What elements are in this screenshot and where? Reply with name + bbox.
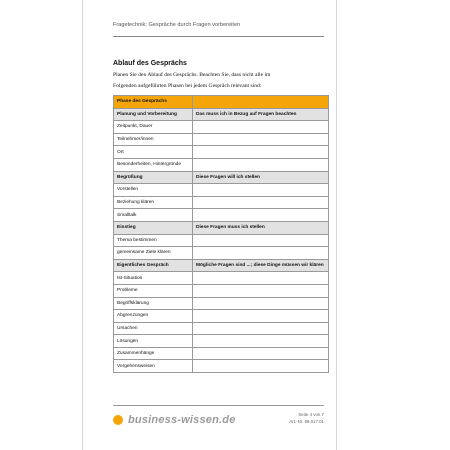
notes-cell[interactable] — [193, 234, 329, 247]
notes-cell[interactable] — [193, 133, 329, 146]
notes-cell[interactable] — [193, 196, 329, 209]
table-row — [114, 335, 329, 348]
phase-cell: Ursachen — [114, 322, 193, 335]
notes-cell[interactable] — [193, 284, 329, 297]
table-row — [114, 234, 329, 247]
phase-table — [113, 95, 329, 373]
table-row — [114, 158, 329, 171]
intro-line: Planen Sie den Ablauf des Gesprächs. Beachten Sie, dass nicht alle im — [113, 72, 271, 78]
notes-cell[interactable] — [193, 209, 329, 222]
intro-line: Folgenden aufgeführten Phasen bei jedem Gespräch relevant sind: — [113, 83, 262, 89]
table-row — [114, 133, 329, 146]
notes-cell[interactable] — [193, 184, 329, 197]
table-row — [114, 146, 329, 159]
phase-cell: Eigentliches Gespräch — [114, 259, 193, 272]
notes-cell[interactable] — [193, 297, 329, 310]
brand-logo — [113, 414, 236, 426]
notes-cell[interactable] — [193, 335, 329, 348]
notes-cell: Diese Fragen muss ich stellen — [193, 221, 329, 234]
article-number: Art.-Nr. 99.017.01 — [289, 418, 324, 424]
notes-cell: Das muss ich in Bezug auf Fragen beachten — [193, 108, 329, 121]
phase-cell: Planung und Vorbereitung — [114, 108, 193, 121]
phase-cell: Besonderheiten, Hintergründe — [114, 158, 193, 171]
table-section-row — [114, 259, 329, 272]
phase-cell: Ist-Situation — [114, 272, 193, 285]
phase-cell: Smalltalk — [114, 209, 193, 222]
footer-rule — [113, 405, 324, 406]
table-row — [114, 196, 329, 209]
phase-cell: Thema bestimmen — [114, 234, 193, 247]
notes-cell[interactable] — [193, 146, 329, 159]
phase-cell: Begriffsklärung — [114, 297, 193, 310]
page-number: Seite 4 von 7 — [298, 412, 324, 417]
table-section-row — [114, 108, 329, 121]
table-section-row — [114, 171, 329, 184]
phase-cell: Abgrenzungen — [114, 310, 193, 323]
table-header-row — [114, 96, 329, 109]
phase-cell: Zeitpunkt, Dauer — [114, 121, 193, 134]
document-page — [82, 0, 337, 450]
notes-cell[interactable] — [193, 121, 329, 134]
logo-dot-icon — [113, 415, 123, 425]
phase-cell: Zusammenhänge — [114, 347, 193, 360]
phase-cell: Vorgehensweisen — [114, 360, 193, 373]
phase-cell: gemeinsame Ziele klären — [114, 247, 193, 260]
phase-cell: Probleme — [114, 284, 193, 297]
section-title: Ablauf des Gesprächs — [113, 60, 187, 67]
table-row — [114, 360, 329, 373]
page-info — [289, 412, 324, 425]
table-row — [114, 272, 329, 285]
table-row — [114, 322, 329, 335]
phase-cell: Beziehung klären — [114, 196, 193, 209]
table-row — [114, 347, 329, 360]
header-rule — [113, 36, 324, 37]
logo-text: business-wissen.de — [128, 414, 236, 426]
phase-cell: Vorstellen — [114, 184, 193, 197]
notes-cell[interactable] — [193, 360, 329, 373]
intro-paragraph — [113, 70, 328, 92]
phase-cell: Einstieg — [114, 221, 193, 234]
phase-cell: Ort — [114, 146, 193, 159]
table-row — [114, 184, 329, 197]
notes-cell: Diese Fragen will ich stellen — [193, 171, 329, 184]
table-row — [114, 247, 329, 260]
page-header: Fragetechnik: Gespräche durch Fragen vorbereiten — [113, 22, 241, 28]
notes-cell[interactable] — [193, 347, 329, 360]
table-row — [114, 121, 329, 134]
notes-cell — [193, 96, 329, 109]
notes-cell[interactable] — [193, 272, 329, 285]
notes-cell[interactable] — [193, 158, 329, 171]
table-row — [114, 297, 329, 310]
table-row — [114, 284, 329, 297]
table-row — [114, 209, 329, 222]
table-row — [114, 310, 329, 323]
phase-cell: Lösungen — [114, 335, 193, 348]
notes-cell[interactable] — [193, 247, 329, 260]
table-section-row — [114, 221, 329, 234]
phase-cell: Teilnehmer/innen — [114, 133, 193, 146]
phase-cell: Begrüßung — [114, 171, 193, 184]
phase-cell: Phase des Gesprächs — [114, 96, 193, 109]
notes-cell: Mögliche Fragen sind ...; diese Dinge müssen wir klären — [193, 259, 329, 272]
notes-cell[interactable] — [193, 310, 329, 323]
notes-cell[interactable] — [193, 322, 329, 335]
